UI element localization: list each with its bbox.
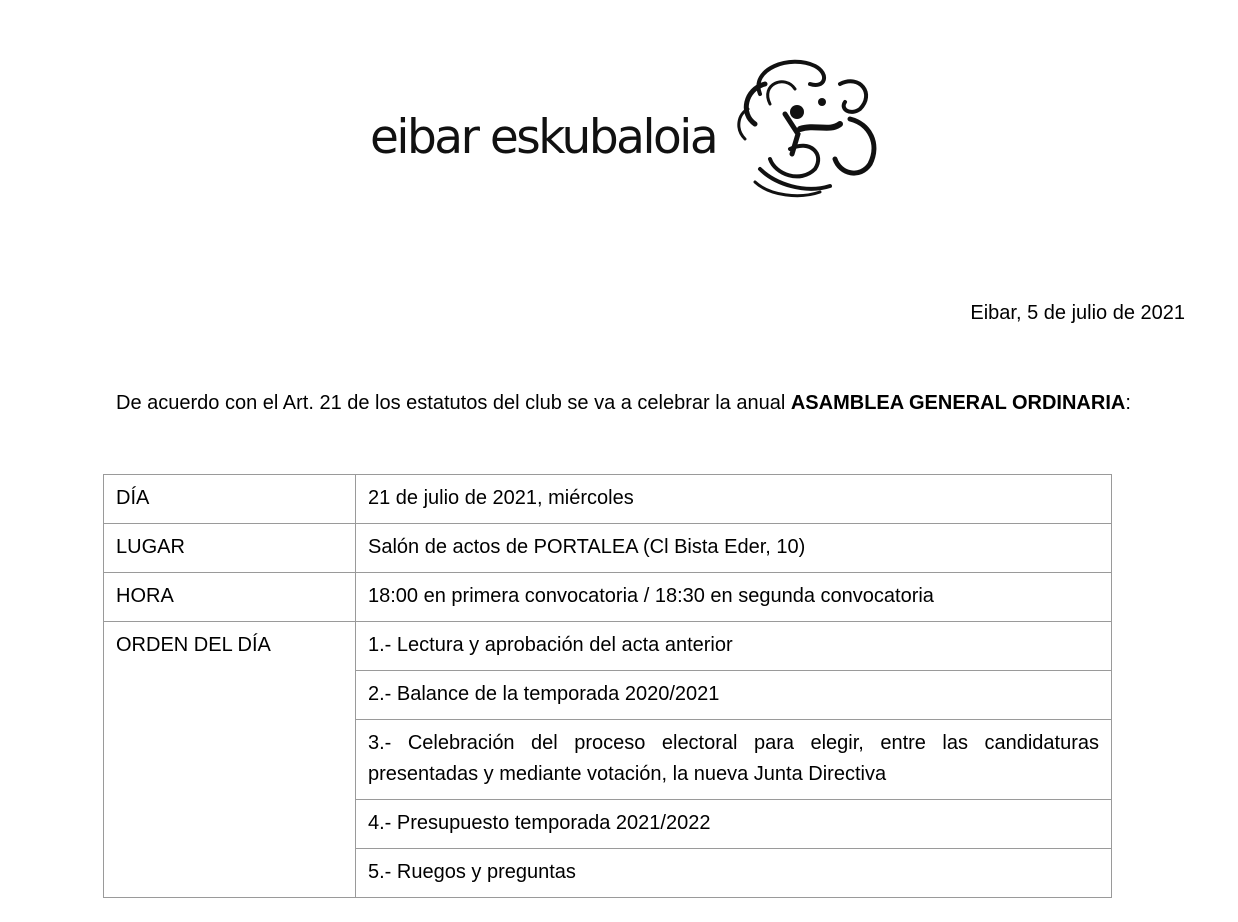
assembly-title: ASAMBLEA GENERAL ORDINARIA (790, 392, 1126, 414)
intro-text: De acuerdo con el Art. 21 de los estatutos del club se va a celebrar la anual (116, 392, 791, 414)
row-label-dia: DÍA (104, 475, 356, 524)
logo-text: eibar eskubaloia (370, 110, 717, 165)
intro-paragraph (116, 387, 1186, 419)
table-row (104, 524, 1112, 573)
agenda-item: 1.- Lectura y aprobación del acta anterior (356, 622, 1112, 671)
row-label-lugar: LUGAR (104, 524, 356, 573)
agenda-item: 3.- Celebración del proceso electoral para elegir, entre las candidaturas presentadas y mediante votación, la nueva Junta Directiva (356, 720, 1112, 800)
agenda-item: 5.- Ruegos y preguntas (356, 849, 1112, 898)
handball-player-emblem-icon (730, 54, 885, 199)
assembly-details-table (103, 474, 1112, 898)
table-row (104, 573, 1112, 622)
agenda-item: 2.- Balance de la temporada 2020/2021 (356, 671, 1112, 720)
row-value-lugar: Salón de actos de PORTALEA (Cl Bista Eder, 10) (356, 524, 1112, 573)
document-date: Eibar, 5 de julio de 2021 (970, 302, 1185, 324)
row-value-dia: 21 de julio de 2021, miércoles (356, 475, 1112, 524)
table-row (104, 475, 1112, 524)
agenda-item: 4.- Presupuesto temporada 2021/2022 (356, 800, 1112, 849)
row-label-hora: HORA (104, 573, 356, 622)
table-row (104, 622, 1112, 671)
row-value-hora: 18:00 en primera convocatoria / 18:30 en segunda convocatoria (356, 573, 1112, 622)
row-label-orden-del-dia: ORDEN DEL DÍA (104, 622, 356, 898)
intro-suffix: : (1125, 392, 1131, 414)
